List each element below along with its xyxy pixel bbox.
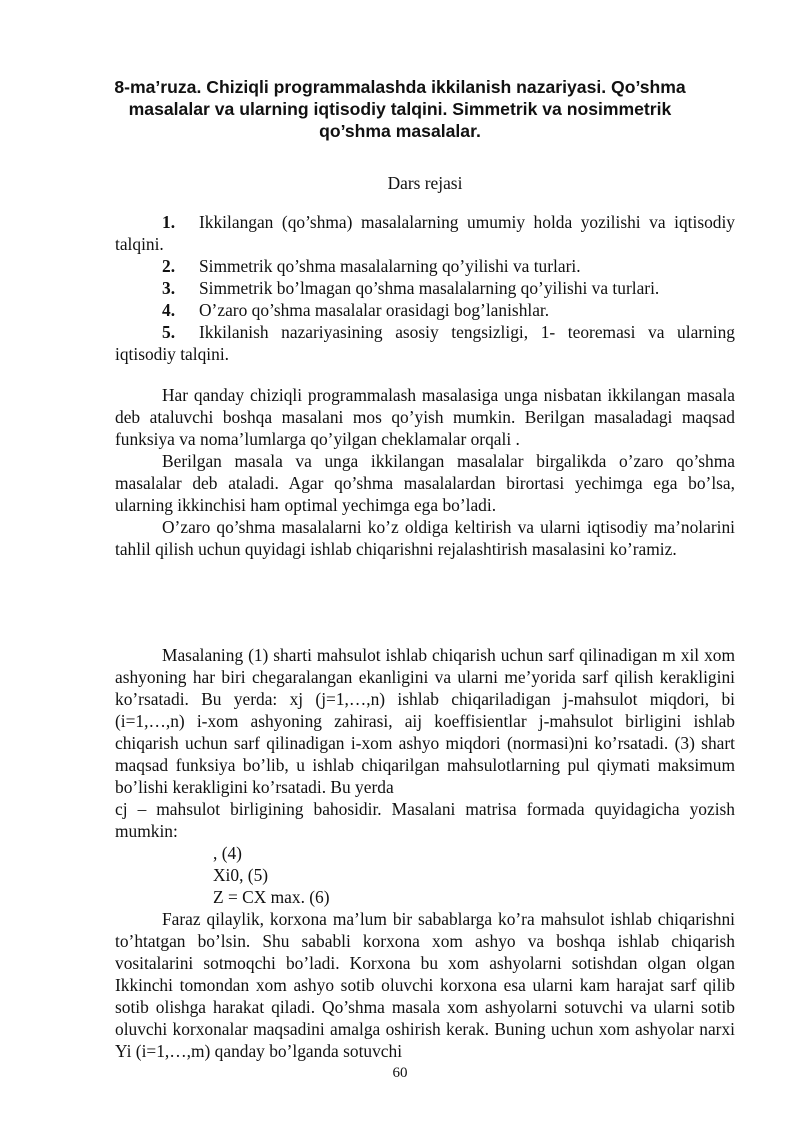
title-line-3: qo’shma masalalar. xyxy=(319,121,481,141)
intro-section xyxy=(115,384,735,560)
plan-item-number: 3. xyxy=(162,278,176,298)
paragraph: Masalaning (1) sharti mahsulot ishlab chiqarish uchun sarf qilinadigan m xil xom ashyoning har biri chegaralangan ekanligini va ularni me’yorida sarf qilish kerakligini ko’rsatadi. Bu yerda: xj (j=1,…,n) ishlab chiqariladigan j-mahsulot miqdori, bi (i=1,…,n) i-xom ashyoning zahirasi, aij koeffisientlar j-mahsulot birligini ishlab chiqarish uchun sarf qilinadigan i-xom ashyo miqdori (normasi)ni ko’rsatadi. (3) shart maqsad funksiya bo’lib, u ishlab chiqarilgan mahsulotlarning pul qiymati maksimum bo’lishi kerakligini ko’rsatadi. Bu yerda xyxy=(115,645,735,797)
paragraph: Berilgan masala va unga ikkilangan masalalar birgalikda o’zaro qo’shma masalalar deb ataladi. Agar qo’shma masalalardan birortasi yechimga ega bo’lsa, ularning ikkinchisi ham optimal yechimga ega bo’ladi. xyxy=(115,451,735,515)
plan-item xyxy=(115,255,735,277)
body-section xyxy=(115,644,735,1062)
plan-item-text: Simmetrik qo’shma masalalarning qo’yilishi va turlari. xyxy=(199,256,581,276)
page-number: 60 xyxy=(392,1065,408,1081)
paragraph: Har qanday chiziqli programmalash masalasiga unga nisbatan ikkilangan masala deb ataluvchi boshqa masalani mos qo’yish mumkin. Berilgan masaladagi maqsad funksiya va noma’lumlarga qo’yilgan cheklamalar orqali . xyxy=(115,385,735,449)
plan-item-number: 4. xyxy=(162,300,176,320)
formula-6: Z = CX max. (6) xyxy=(213,887,330,907)
plan-list xyxy=(115,211,735,365)
plan-item-text: Ikkilanish nazariyasining asosiy tengsizligi, 1- teoremasi va ularning iqtisodiy talqini. xyxy=(115,322,735,364)
plan-item xyxy=(115,211,735,255)
plan-item-text: Ikkilangan (qo’shma) masalalarning umumiy holda yozilishi va iqtisodiy talqini. xyxy=(115,212,735,254)
plan-item xyxy=(115,277,735,299)
title-line-2: masalalar va ularning iqtisodiy talqini. Simmetrik va nosimmetrik xyxy=(128,99,672,119)
plan-item-number: 1. xyxy=(162,212,176,232)
lecture-title xyxy=(100,76,700,142)
title-line-1: 8-ma’ruza. Chiziqli programmalashda ikkilanish nazariyasi. Qo’shma xyxy=(114,77,686,97)
plan-item xyxy=(115,321,735,365)
plan-item xyxy=(115,299,735,321)
paragraph: Faraz qilaylik, korxona ma’lum bir sabablarga ko’ra mahsulot ishlab chiqarishni to’htatgan bo’lsin. Shu sababli korxona xom ashyo va boshqa ishlab chiqarish vositalarini sotmoqchi bo’ladi. Korxona bu xom ashyolarni sotishdan olgan olgan Ikkinchi tomondan xom ashyo sotib oluvchi korxona esa ularni kam harajat sarf qilib sotib olishga harakat qiladi. Qo’shma masala xom ashyolarni sotuvchi va ularni sotib oluvchi korxonalar maqsadini amalga oshirish kerak. Buning uchun xom ashyolar narxi Yi (i=1,…,m) qanday bo’lganda sotuvchi xyxy=(115,909,735,1061)
plan-item-number: 5. xyxy=(162,322,176,342)
plan-item-number: 2. xyxy=(162,256,176,276)
formula-4: , (4) xyxy=(213,843,242,863)
plan-item-text: O’zaro qo’shma masalalar orasidagi bog’lanishlar. xyxy=(199,300,550,320)
formula-5: Xi0, (5) xyxy=(213,865,269,885)
plan-heading: Dars rejasi xyxy=(387,173,463,193)
paragraph: O’zaro qo’shma masalalarni ko’z oldiga keltirish va ularni iqtisodiy ma’nolarini tahlil qilish uchun quyidagi ishlab chiqarishni rejalashtirish masalasini ko’ramiz. xyxy=(115,517,735,559)
paragraph: cj – mahsulot birligining bahosidir. Masalani matrisa formada quyidagicha yozish mumkin: xyxy=(115,799,735,841)
plan-item-text: Simmetrik bo’lmagan qo’shma masalalarning qo’yilishi va turlari. xyxy=(199,278,660,298)
